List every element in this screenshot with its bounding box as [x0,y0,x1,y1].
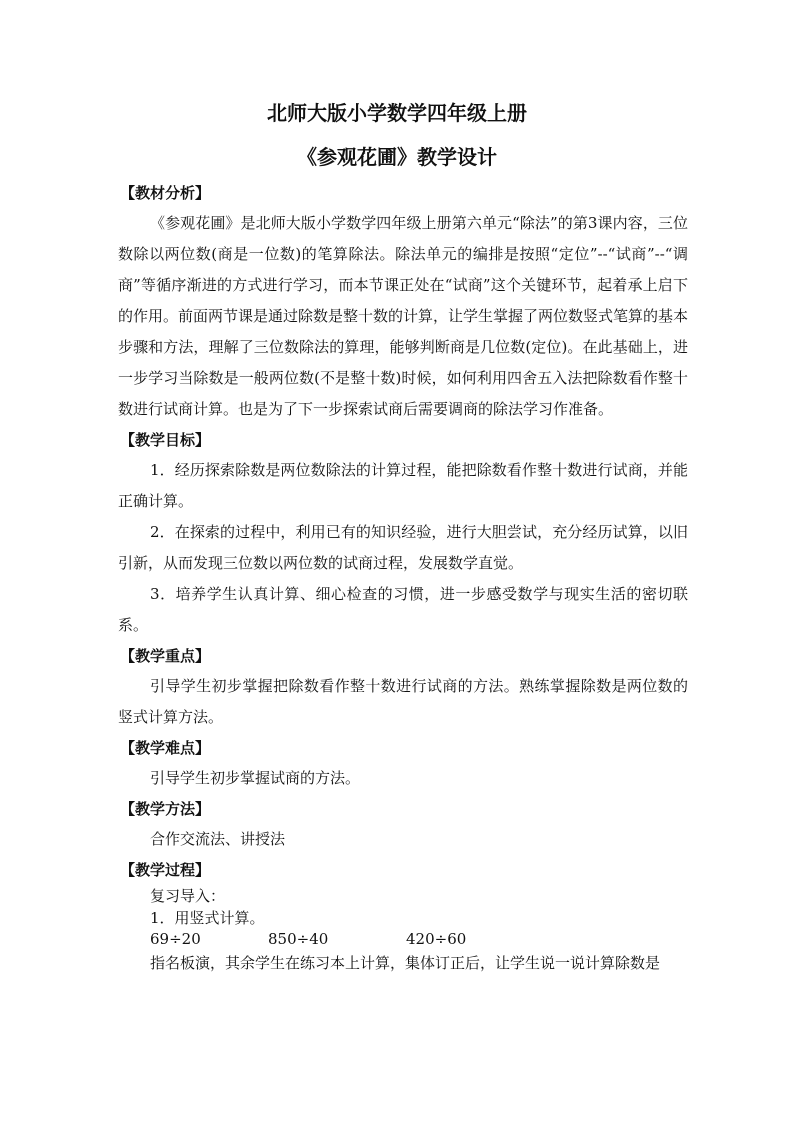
difficulty-paragraph: 引导学生初步掌握试商的方法。 [150,769,361,787]
section-heading-methods: 【教学方法】 [120,800,211,818]
goal-item-2: 2．在探索的过程中，利用已有的知识经验，进行大胆尝试，充分经历试算，以旧引新，从而发现三位数以两位数的试商过程，发展数学直觉。 [118,523,688,572]
section-heading-difficulty: 【教学难点】 [120,739,211,757]
process-step-1: 1．用竖式计算。 [150,909,265,927]
section-heading-goals: 【教学目标】 [120,431,211,449]
calculation-item: 420÷60 [406,930,467,948]
goal-item-3: 3．培养学生认真计算、细心检查的习惯，进一步感受数学与现实生活的密切联系。 [118,585,688,634]
section-heading-process: 【教学过程】 [120,861,211,879]
key-points-paragraph: 引导学生初步掌握把除数看作整十数进行试商的方法。熟练掌握除数是两位数的竖式计算方法。 [118,677,688,726]
goal-item-1: 1．经历探索除数是两位数除法的计算过程，能把除数看作整十数进行试商，并能正确计算。 [118,461,688,510]
document-body [118,178,688,977]
calculation-item: 69÷20 [150,930,201,948]
analysis-paragraph: 《参观花圃》是北师大版小学数学四年级上册第六单元“除法”的第3课内容，三位数除以两位数(商是一位数)的笔算除法。除法单元的编排是按照“定位”--“试商”--“调商”等循序渐进的方式进行学习，而本节课正处在“试商”这个关键环节，起着承上启下的作用。前面两节课是通过除数是整十数的计算，让学生掌握了两位数竖式笔算的基本步骤和方法，理解了三位数除法的算理，能够判断商是几位数(定位)。在此基础上，进一步学习当除数是一般两位数(不是整十数)时候，如何利用四舍五入法把除数看作整十数进行试商计算。也是为了下一步探索试商后需要调商的除法学习作准备。 [118,214,689,418]
document-title: 北师大版小学数学四年级上册 [267,101,527,125]
process-instruction: 指名板演，其余学生在练习本上计算，集体订正后，让学生说一说计算除数是 [150,954,661,972]
section-heading-analysis: 【教材分析】 [120,184,211,202]
calculation-list [118,929,688,949]
document-subtitle: 《参观花圃》教学设计 [297,145,497,169]
section-heading-key-points: 【教学重点】 [120,647,211,665]
calculation-item: 850÷40 [268,930,329,948]
methods-paragraph: 合作交流法、讲授法 [150,830,286,848]
process-intro: 复习导入： [150,887,226,905]
